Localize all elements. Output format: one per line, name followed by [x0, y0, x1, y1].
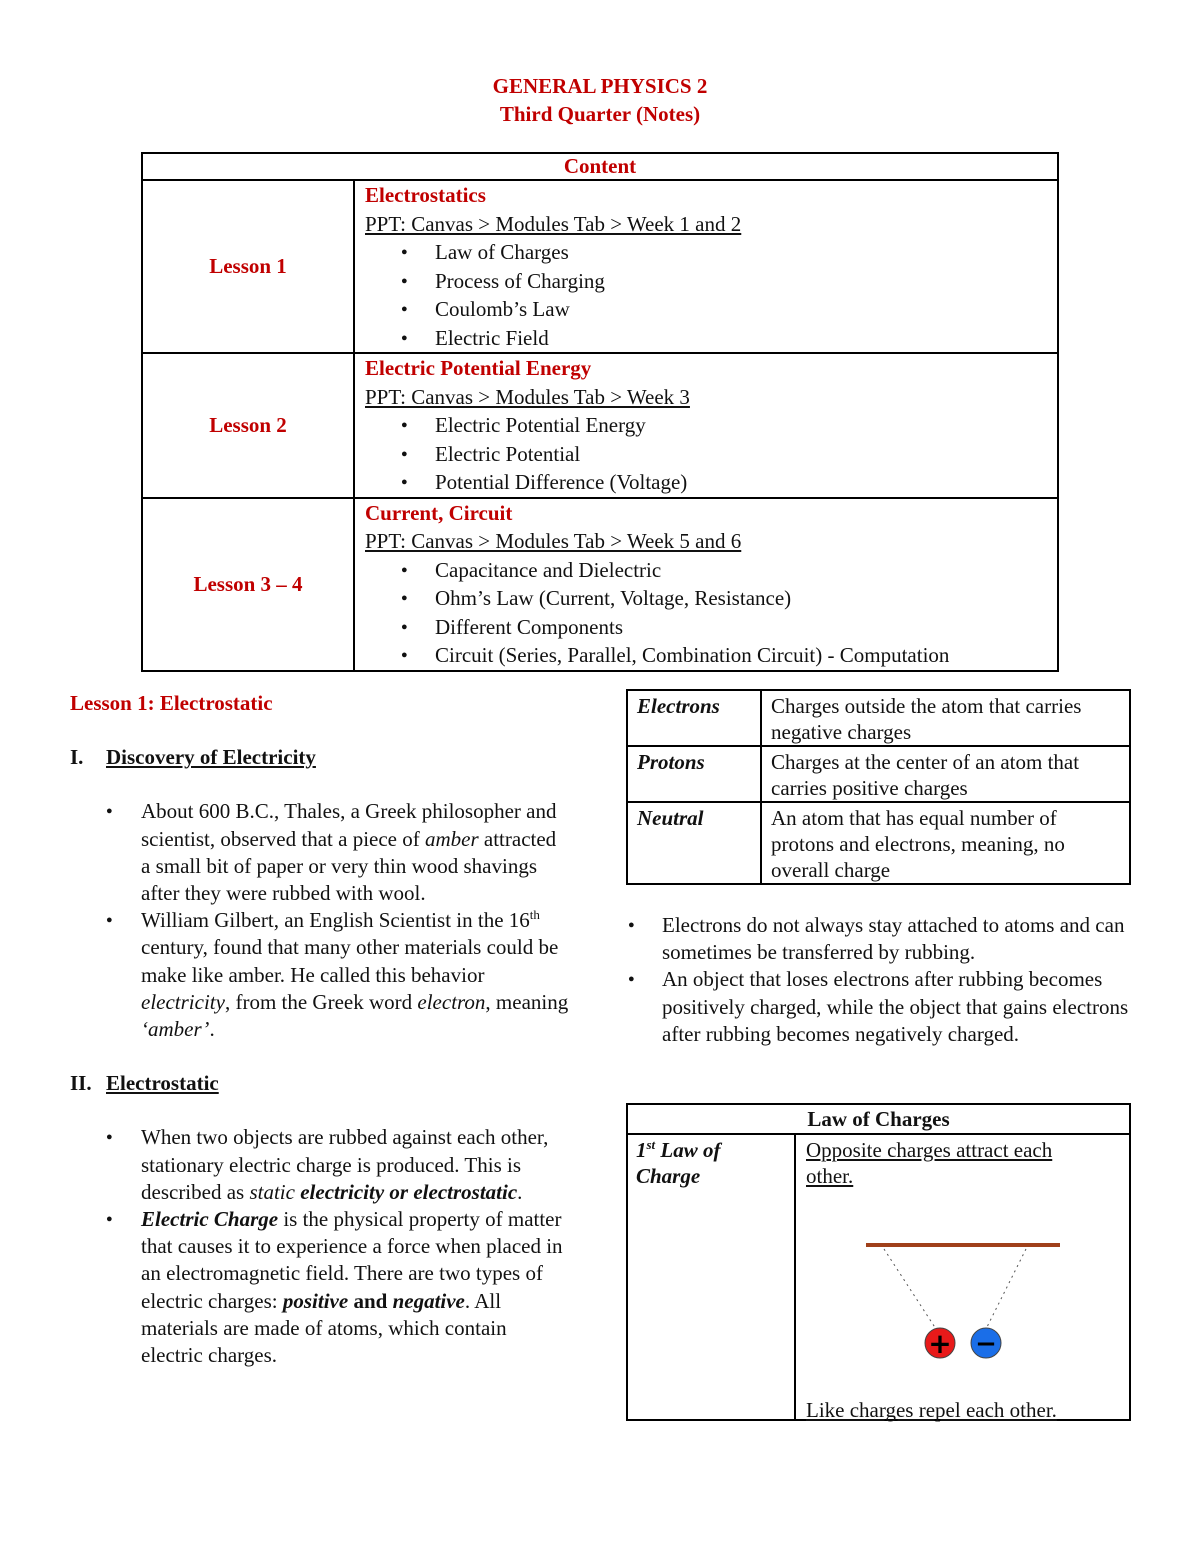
- section-title: Discovery of Electricity: [106, 745, 316, 770]
- lesson-label: Lesson 3 – 4: [142, 498, 354, 671]
- title-line: GENERAL PHYSICS 2: [492, 74, 708, 98]
- list-item: ● Process of Charging: [365, 267, 1057, 296]
- definition-desc: Charges outside the atom that carries negative charges: [761, 690, 1130, 746]
- thread: [884, 1249, 936, 1329]
- list-item: ● Electric Field: [365, 324, 1057, 353]
- topic-title: Electric Potential Energy: [365, 356, 592, 380]
- definition-desc: Charges at the center of an atom that carries positive charges: [761, 746, 1130, 802]
- topic-list: [365, 411, 1057, 497]
- list-item: ● When two objects are rubbed against each other, stationary electric charge is produced. This is described as static electricity or electrostatic.: [70, 1124, 570, 1206]
- ppt-reference: PPT: Canvas > Modules Tab > Week 5 and 6: [365, 529, 742, 553]
- ppt-reference: PPT: Canvas > Modules Tab > Week 1 and 2: [365, 211, 742, 236]
- list-item: ● Coulomb’s Law: [365, 295, 1057, 324]
- law-of-charges-table: [626, 1103, 1131, 1421]
- plus-symbol: +: [928, 1327, 952, 1360]
- section-title: Electrostatic: [106, 1071, 219, 1096]
- definition-term: Electrons: [627, 690, 761, 746]
- law-term: 1st Law of Charge: [627, 1134, 795, 1420]
- section-number: I.: [70, 745, 84, 770]
- lesson-label: Lesson 1: [142, 180, 354, 353]
- attraction-diagram: [864, 1237, 1064, 1377]
- content-table: [141, 152, 1059, 672]
- list-item: ● Electric Charge is the physical property of matter that causes it to experience a force when placed in an electromagnetic field. There are two types of electric charges: positive and negative. All materials are made of atoms, which contain electric charges.: [70, 1206, 570, 1369]
- lesson-topics: [354, 498, 1058, 671]
- lesson1-heading: Lesson 1: Electrostatic: [70, 691, 273, 715]
- law-rule-attract: Opposite charges attract each other.: [806, 1138, 1053, 1188]
- electrostatic-list: [70, 1124, 570, 1369]
- definition-term: Protons: [627, 746, 761, 802]
- law-description: [795, 1134, 1130, 1420]
- document-title: [0, 72, 1200, 128]
- thread: [986, 1249, 1026, 1329]
- list-item: ● Different Components: [365, 613, 1057, 642]
- lesson-topics: [354, 180, 1058, 353]
- list-item: ● Circuit (Series, Parallel, Combination Circuit) - Computation: [365, 641, 1057, 670]
- definition-term: Neutral: [627, 802, 761, 884]
- list-item: ● William Gilbert, an English Scientist in the 16th century, found that many other materials could be make like amber. He called this behavior electricity, from the Greek word electron, meaning ‘amber’.: [70, 907, 570, 1043]
- list-item: ● Electrons do not always stay attached to atoms and can sometimes be transferred by rubbing.: [626, 912, 1136, 966]
- list-item: ● Ohm’s Law (Current, Voltage, Resistance): [365, 584, 1057, 613]
- list-item: ● About 600 B.C., Thales, a Greek philosopher and scientist, observed that a piece of amber attracted a small bit of paper or very thin wood shavings after they were rubbed with wool.: [70, 798, 570, 907]
- topic-list: [365, 556, 1057, 670]
- topic-list: [365, 238, 1057, 352]
- lesson1-column: [70, 690, 570, 1369]
- subtitle-line: Third Quarter (Notes): [499, 102, 701, 126]
- electron-notes: [626, 912, 1136, 1048]
- list-item: ● Electric Potential Energy: [365, 411, 1057, 440]
- law-heading: Law of Charges: [627, 1104, 1130, 1134]
- discovery-list: [70, 798, 570, 1043]
- section-number: II.: [70, 1071, 92, 1096]
- list-item: ● Law of Charges: [365, 238, 1057, 267]
- list-item: ● Potential Difference (Voltage): [365, 468, 1057, 497]
- definition-desc: An atom that has equal number of protons and electrons, meaning, no overall charge: [761, 802, 1130, 884]
- section-heading: [70, 744, 570, 771]
- lesson-topics: [354, 353, 1058, 498]
- ppt-reference: PPT: Canvas > Modules Tab > Week 3: [365, 384, 690, 409]
- list-item: ● Electric Potential: [365, 440, 1057, 469]
- topic-title: Current, Circuit: [365, 500, 513, 525]
- content-heading: Content: [142, 153, 1058, 180]
- lesson-label: Lesson 2: [142, 353, 354, 498]
- definitions-table: [626, 689, 1131, 885]
- topic-title: Electrostatics: [365, 183, 486, 207]
- list-item: ● An object that loses electrons after rubbing becomes positively charged, while the object that gains electrons after rubbing becomes negatively charged.: [626, 966, 1136, 1048]
- law-rule-repel: Like charges repel each other.: [806, 1398, 1057, 1422]
- list-item: ● Capacitance and Dielectric: [365, 556, 1057, 585]
- minus-symbol: −: [975, 1329, 997, 1359]
- section-heading: [70, 1070, 570, 1097]
